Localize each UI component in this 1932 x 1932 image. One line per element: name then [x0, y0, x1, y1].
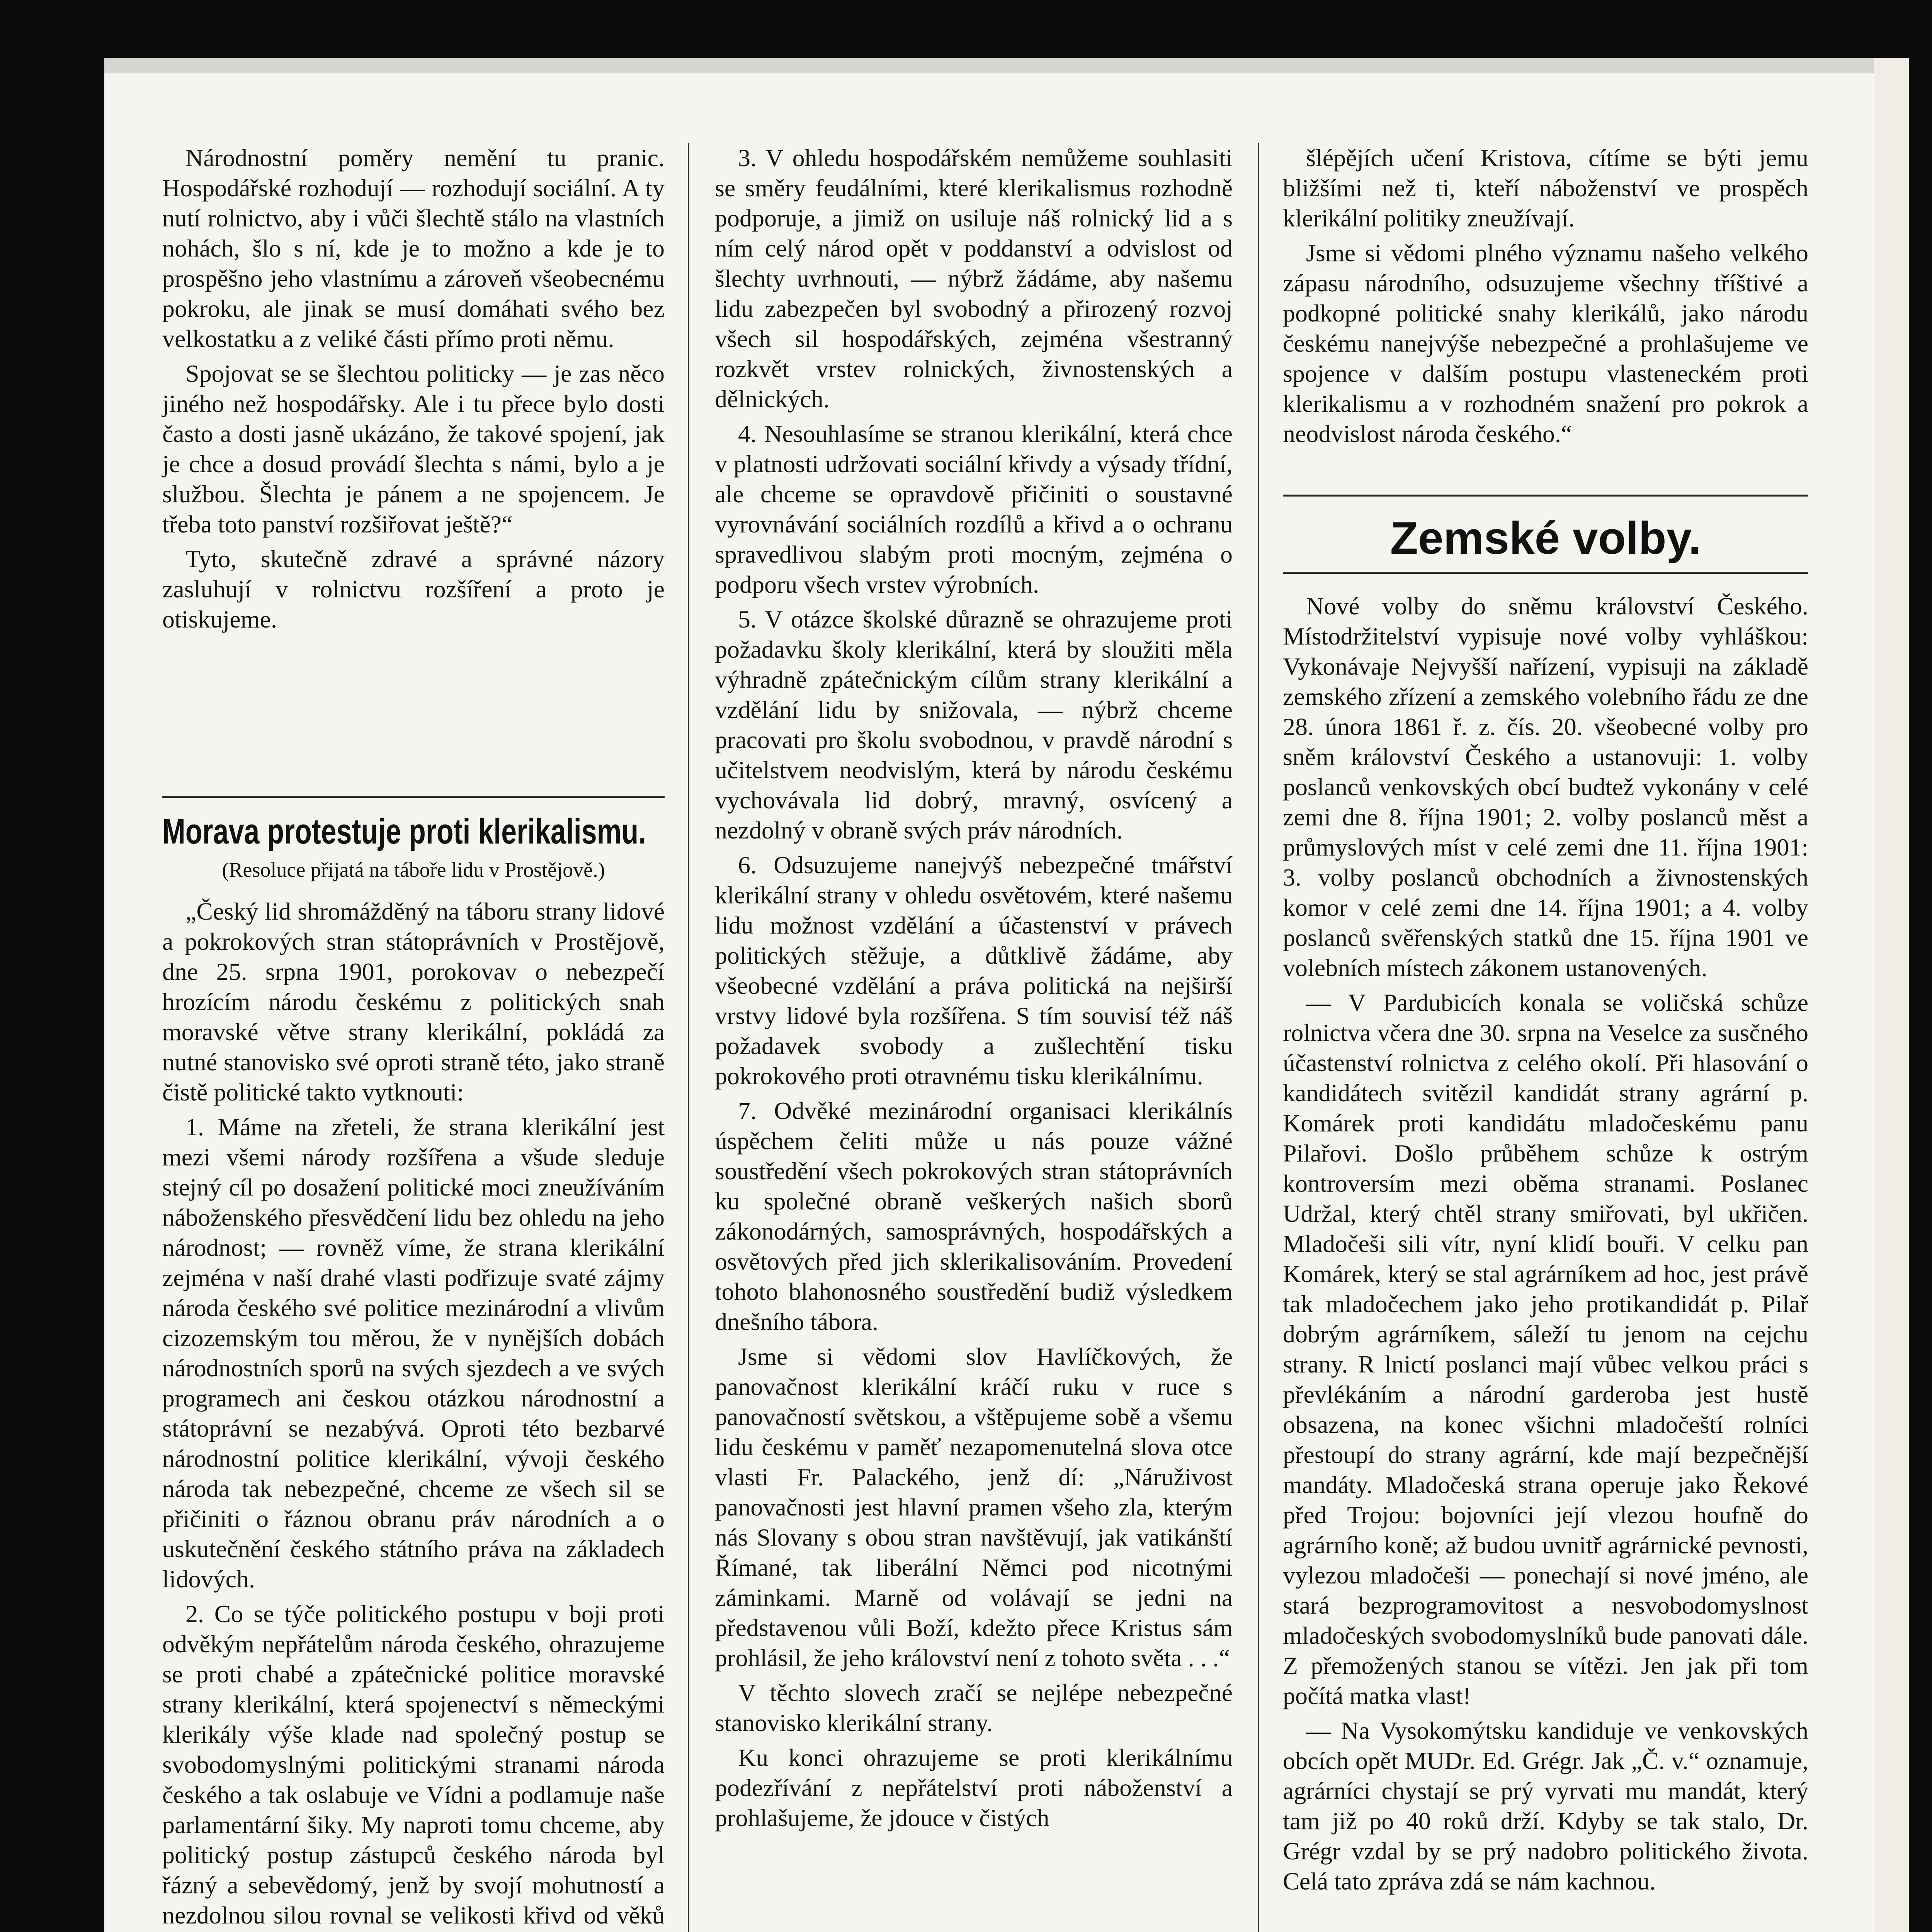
column-rule — [688, 143, 689, 1932]
article-heading-morava: Morava protestuje proti klerikalismu. — [162, 812, 646, 851]
col2-paragraph: 5. V otázce školské důrazně se ohrazujeme proti požadavku školy klerikální, která by sloužiti měla výhradně zpátečnickým cílům strany klerikální a vzdělání lidu by snižovala, — nýbrž chceme pracovati pro školu svobodnou, v pravdě národní s učitelstvem neodvislým, která by národu českému vychovávala lid dobrý, mravný, osvícený a nezdolný v obraně svých práv národních. — [715, 605, 1233, 844]
morava-paragraph: 1. Máme na zřeteli, že strana klerikální jest mezi všemi národy rozšířena a všude sleduje stejný cíl po dosažení politické moci zneužíváním náboženského přesvědčení lidu bez ohledu na jeho národnost; — rovněž víme, že strana klerikální zejména v naší drahé vlasti podřizuje svaté zájmy národa českého své politice mezinárodní a vlivům cizozemským tou měrou, že v nynějších dobách národnostních sporů na svých sjezdech a ve svých programech ani českou otázkou národnostní a státoprávní se nezabývá. Oproti této bezbarvé národnostní politice klerikální, vývoji českého národa tak nebezpečné, chceme ze všech sil se přičiniti o řáznou obranu práv národních a o uskutečnění českého státního práva na základech lidových. — [162, 1113, 665, 1593]
col2-paragraph: 4. Nesouhlasíme se stranou klerikální, která chce v platnosti udržovati sociální křivdy a výsady třídní, ale chceme se opravdově přičiniti o soustavné vyrovnávání sociálních rozdílů a křivd a o ochranu spravedlivou slabým proti mocným, zejména o podporu všech vrstev výrobních. — [715, 420, 1233, 598]
column-middle-top — [715, 143, 1233, 1932]
morava-paragraph: „Český lid shromážděný na táboru strany lidové a pokrokových stran státoprávních v Prostějově, dne 25. srpna 1901, porokovav o nebezpečí hrozícím národu českému z politických snah moravské větve strany klerikální, pokládá za nutné stanovisko své oproti straně této, jako straně čistě politické takto vytknouti: — [162, 898, 665, 1106]
column-rule — [1258, 143, 1259, 1932]
section-divider — [1283, 572, 1808, 574]
col1-paragraph: Spojovat se se šlechtou politicky — je zas něco jiného než hospodářsky. Ale i tu přece bylo dosti často a dosti jasně ukázáno, že takové spojení, jak je chce a dosud provádí šlechta s námi, bylo a je službou. Šlechta je pánem a ne spojencem. Je třeba toto panství rozšiřovat ještě?“ — [162, 360, 665, 538]
col2-paragraph: V těchto slovech zračí se nejlépe nebezpečné stanovisko klerikální strany. — [715, 1679, 1233, 1736]
column-left-article — [162, 896, 665, 1932]
article-subheading-morava: (Resoluce přijatá na táboře lidu v Prostějově.) — [222, 858, 605, 881]
zemske-paragraph: — Na Vysokomýtsku kandiduje ve venkovských obcích opět MUDr. Ed. Grégr. Jak „Č. v.“ oznamuje, agrárníci chystají se prý vyrvati mu mandát, který tam již po 40 roků drží. Kdyby se tak stalo, Dr. Grégr vzdal by se prý nadobro politického života. Celá tato zpráva zdá se nám kachnou. — [1283, 1717, 1808, 1895]
section-divider — [1283, 495, 1808, 497]
column-right-article — [1283, 591, 1808, 1932]
col3-paragraph: šlépějích učení Kristova, cítíme se býti jemu bližšími než ti, kteří náboženství ve prospěch klerikální politiky zneužívají. — [1283, 144, 1808, 232]
col1-paragraph: Národnostní poměry nemění tu pranic. Hospodářské rozhodují — rozhodují sociální. A ty nutí rolnictvo, aby i vůči šlechtě stálo na vlastních nohách, šlo s ní, kde je to možno a kde je to prospěšno jeho vlastnímu a zároveň všeobecnému pokroku, ale jinak se musí domáhati svého bez velkostatku a z veliké části přímo proti němu. — [162, 144, 665, 352]
col2-paragraph: 7. Odvěké mezinárodní organisaci klerikálnís úspěchem čeliti může u nás pouze vážné soustředění všech pokrokových stran státoprávních ku společné obraně veškerých našich sborů zákonodárných, samosprávných, hospodářských a osvětových před jich sklerikalisováním. Provedení tohoto blahonosného soustředění budiž výsledkem dnešního tábora. — [715, 1097, 1233, 1335]
newspaper-page — [104, 58, 1874, 1932]
col2-paragraph: 3. V ohledu hospodářském nemůžeme souhlasiti se směry feudálními, které klerikalismus rozhodně podporuje, a jimiž on usiluje náš rolnický lid a s ním celý národ opět v poddanství a odvislost od šlechty uvrhnouti, — nýbrž žádáme, aby našemu lidu zabezpečen byl svobodný a přirozený rozvoj všech sil hospodářských, zejména všestranný rozkvět vrstev rolnických, živnostenských a dělnických. — [715, 144, 1233, 413]
col1-paragraph: Tyto, skutečně zdravé a správné názory zasluhují v rolnictvu rozšíření a proto je otiskujeme. — [162, 545, 665, 633]
col2-paragraph: 6. Odsuzujeme nanejvýš nebezpečné tmářství klerikální strany v ohledu osvětovém, které našemu lidu možnost vzdělání a účastenství v právech politických stěžuje, a důtklivě žádáme, aby všeobecné vzdělání a práva politická na nejširší vrstvy lidové byla rozšířena. S tím souvisí též náš požadavek svobody a zušlechtění tisku pokrokového proti otravnému tisku klerikálnímu. — [715, 851, 1233, 1090]
column-left-top — [162, 143, 665, 796]
zemske-paragraph: — V Pardubicích konala se voličská schůze rolnictva včera dne 30. srpna na Veselce za susčného účastenství rolnictva z celého okolí. Při hlasování o kandidátech svitězil kandidát strany agrární p. Komárek proti kandidátu mladočeskému panu Pilařovi. Došlo průběhem schůze k ostrým kontroversím mezi oběma stranami. Poslanec Udržal, který chtěl strany smiřovati, byl ukřičen. Mladočeši sili vítr, nyní klidí bouři. V celku pan Komárek, který se stal agrárníkem ad hoc, jest právě tak mladočechem jako jeho protikandidát p. Pilař dobrým agrárníkem, sáleží tu jenom na cejchu strany. R lnictí poslanci mají vůbec velkou práci s převlékáním a národní garderoba jest hustě obsazena, na konec všichni mladočeští rolníci přestoupí do strany agrární, kde mají bezpečnější mandáty. Mladočeská strana operuje jako Řekové před Trojou: bojovníci její vlezou houfně do agrárního koně; až budou uvnitř agrárnické pevnosti, vylezou mladočeši — ponechají si nové jméno, ale stará bezprogramovitost a nesvobodomyslnost mladočeských svobodomyslníků bude panovati dále. Z přemožených stanou se vítězi. Jen jak při tom počítá matka vlast! — [1283, 989, 1808, 1709]
morava-paragraph: 2. Co se týče politického postupu v boji proti odvěkým nepřátelům národa českého, ohrazujeme se proti chabé a zpátečnické politice moravské strany klerikální, která spojenectví s německými klerikály výše klade nad společný postup se svobodomyslnými politickými stranami národa českého a tak oslabuje ve Vídni a podlamuje naše parlamentární šiky. My naproti tomu chceme, aby politický postup zástupců českého národa byl řázný a sebevědomý, jenž by svojí mohutností a nezdolnou silou rovnal se velikosti křivd od věků — [162, 1600, 665, 1929]
scan-top-strip — [104, 58, 1874, 73]
section-divider — [162, 796, 665, 798]
zemske-paragraph: Nové volby do sněmu království Českého. Místodržitelství vypisuje nové volby vyhláškou: Vykonávaje Nejvyšší nařízení, vypisuji na základě zemského zřízení a zemského volebního řádu ze dne 28. února 1861 ř. z. čís. 20. všeobecné volby pro sněm království Českého a ustanovuji: 1. volby poslanců venkovských obcí budtež vykonány v celé zemi dne 8. října 1901; 2. volby poslanců měst a průmyslových míst v celé zemi dne 11. října 1901: 3. volby poslanců obchodních a živnostenských komor v celé zemi dne 14. října 1901; a 4. volby poslanců svěřenských statků dne 15. října 1901 ve volebních místech zákonem ustanovených. — [1283, 592, 1808, 981]
col2-paragraph: Jsme si vědomi slov Havlíčkových, že panovačnost klerikální kráčí ruku v ruce s panovačností světskou, a vštěpujeme sobě a všemu lidu českému v paměť nezapomenutelná slova otce vlasti Fr. Palackého, jenž dí: „Náruživost panovačnosti jest hlavní pramen všeho zla, kterým nás Slovany s obou stran navštěvují, jak vatikánští Římané, tak liberální Němci pod nicotnými záminkami. Marně od volávají se jedni na představenou vůli Boží, kdežto přece Kristus sám prohlásil, že jeho království není z tohoto světa . . .“ — [715, 1343, 1233, 1672]
col2-paragraph: Ku konci ohrazujeme se proti klerikálnímu podezřívání z nepřátelství proti náboženství a prohlašujeme, že jdouce v čistých — [715, 1744, 1233, 1832]
section-heading-zemske-volby: Zemské volby. — [1390, 513, 1701, 564]
col3-paragraph: Jsme si vědomi plného významu našeho velkého zápasu národního, odsuzujeme všechny tříštivé a podkopné politické snahy klerikálů, jako národu českému nanejvýše nebezpečné a prohlašujeme ve spojence v dalším postupu vlasteneckém proti klerikalismu a v rozhodném snažení pro pokrok a neodvislost národa českého.“ — [1283, 239, 1808, 447]
page-edge-strip — [1874, 58, 1909, 1932]
column-right-top — [1283, 143, 1808, 475]
